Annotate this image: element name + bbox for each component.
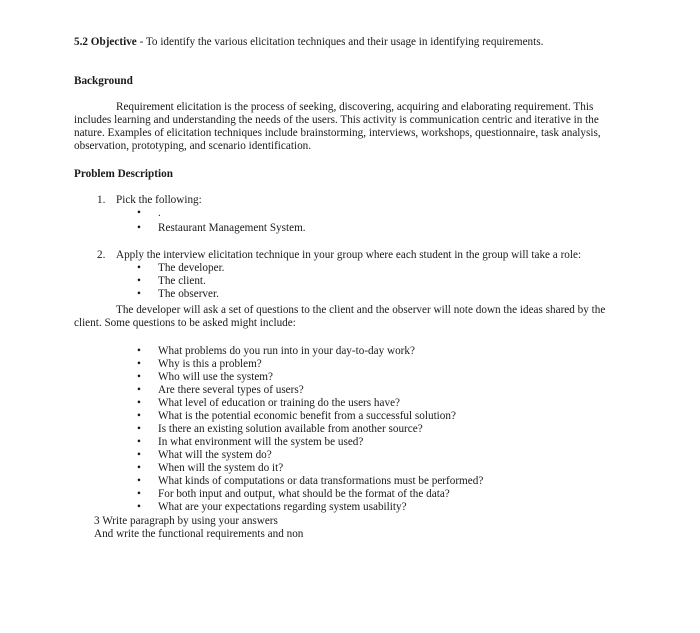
roles-list: [137, 262, 224, 301]
bullet-icon: •: [137, 475, 141, 487]
step2-number: 2.: [97, 249, 106, 261]
objective-heading: 5.2 Objective: [74, 36, 137, 48]
step3-line2: And write the functional requirements and non: [94, 528, 304, 540]
bullet-icon: •: [137, 262, 141, 274]
bullet-icon: •: [137, 358, 141, 370]
list-item: • In what environment will the system be used?: [137, 436, 364, 448]
questions-list: [137, 345, 483, 514]
list-item: • Is there an existing solution available from another source?: [137, 423, 423, 435]
bullet-icon: •: [137, 462, 141, 474]
bullet-icon: •: [137, 436, 141, 448]
background-heading: Background: [74, 75, 133, 87]
bullet-icon: •: [137, 207, 141, 219]
step1-number: 1.: [97, 194, 106, 206]
list-item: • Who will use the system?: [137, 371, 273, 383]
bullet-icon: •: [137, 397, 141, 409]
list-item: • The developer.: [137, 262, 225, 274]
bullet-icon: •: [137, 345, 141, 357]
bullet-icon: •: [137, 222, 141, 234]
list-item: • What kinds of computations or data transformations must be performed?: [137, 475, 484, 487]
bullet-icon: •: [137, 371, 141, 383]
list-item: • What is the potential economic benefit from a successful solution?: [137, 410, 456, 422]
list-item: • The client.: [137, 275, 206, 287]
bullet-icon: •: [137, 449, 141, 461]
list-item: • What problems do you run into in your day-to-day work?: [137, 345, 415, 357]
step3-line1: 3 Write paragraph by using your answers: [94, 515, 278, 527]
problem-heading: Problem Description: [74, 168, 173, 180]
background-paragraph: Requirement elicitation is the process of seeking, discovering, acquiring and elaborating requirement. This includes learning and understanding the needs of the users. This activity is communication centric and iterative in the nature. Examples of elicitation techniques include brainstorming, interviews, workshops, questionnaire, task analysis, observation, prototyping, and scenario identification.: [74, 101, 601, 152]
step2-paragraph: The developer will ask a set of questions to the client and the observer will note down the ideas shared by the client. Some questions to be asked might include:: [74, 304, 606, 329]
bullet-icon: •: [137, 275, 141, 287]
list-item: • Why is this a problem?: [137, 358, 262, 370]
step1-text: Pick the following:: [116, 194, 202, 206]
bullet-icon: •: [137, 410, 141, 422]
list-item: • Restaurant Management System.: [137, 222, 306, 234]
objective-line: [74, 36, 543, 49]
list-item: • What are your expectations regarding system usability?: [137, 501, 407, 513]
bullet-icon: •: [137, 288, 141, 300]
list-item: • The observer.: [137, 288, 219, 300]
list-item: • Are there several types of users?: [137, 384, 304, 396]
bullet-icon: •: [137, 501, 141, 513]
bullet-icon: •: [137, 423, 141, 435]
objective-text: - To identify the various elicitation techniques and their usage in identifying requirements.: [136, 36, 544, 48]
step1-list: [137, 207, 306, 235]
step2-text: Apply the interview elicitation technique in your group where each student in the group will take a role:: [116, 249, 582, 261]
bullet-icon: •: [137, 488, 141, 500]
list-item: • What level of education or training do the users have?: [137, 397, 400, 409]
list-item: • When will the system do it?: [137, 462, 284, 474]
bullet-icon: •: [137, 384, 141, 396]
list-item: • What will the system do?: [137, 449, 272, 461]
list-item: • For both input and output, what should be the format of the data?: [137, 488, 450, 500]
list-item: • .: [137, 207, 161, 219]
